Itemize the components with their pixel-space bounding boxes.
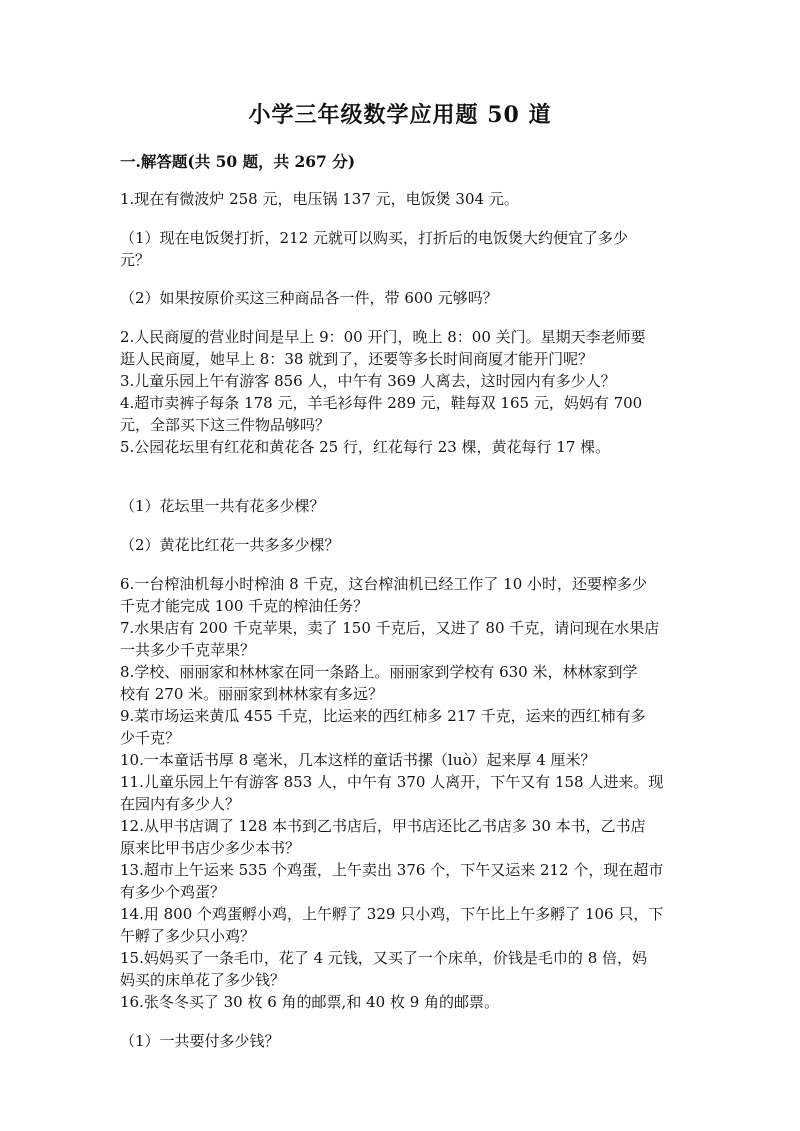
question-line: 逛人民商厦，她早上 8：38 就到了，还要等多长时间商厦才能开门呢？ <box>120 350 594 368</box>
question-line: 9.菜市场运来黄瓜 455 千克，比运来的西红柿多 217 千克，运来的西红柿有多 <box>120 707 646 725</box>
question-line: （1）花坛里一共有花多少棵？ <box>120 497 325 515</box>
page-title: 小学三年级数学应用题 50 道 <box>248 102 552 128</box>
section-heading: 一.解答题(共 50 题，共 267 分) <box>120 152 356 171</box>
question-line: 在园内有多少人？ <box>120 795 241 813</box>
question-line: 原来比甲书店少多少本书？ <box>120 839 301 857</box>
question-line: 6.一台榨油机每小时榨油 8 千克，这台榨油机已经工作了 10 小时，还要榨多少 <box>120 575 648 593</box>
question-line: 15.妈妈买了一条毛巾，花了 4 元钱，又买了一个床单，价钱是毛巾的 8 倍，妈 <box>120 949 648 967</box>
question-line: 午孵了多少只小鸡？ <box>120 927 256 945</box>
question-line: 5.公园花坛里有红花和黄花各 25 行，红花每行 23 棵，黄花每行 17 棵。 <box>120 438 611 456</box>
question-line: 16.张冬冬买了 30 枚 6 角的邮票,和 40 枚 9 角的邮票。 <box>120 993 500 1011</box>
question-line: 10.一本童话书厚 8 毫米，几本这样的童话书摞（luò）起来厚 4 厘米？ <box>120 751 596 769</box>
question-line: 元，全部买下这三件物品够吗？ <box>120 416 331 434</box>
question-line: 千克才能完成 100 千克的榨油任务？ <box>120 597 369 615</box>
question-line: 11.儿童乐园上午有游客 853 人，中午有 370 人离开，下午又有 158 人进来。现 <box>120 773 664 791</box>
question-line: 少千克？ <box>120 729 181 747</box>
question-line: 元？ <box>120 251 151 269</box>
question-line: （2）如果按原价买这三种商品各一件，带 600 元够吗？ <box>120 289 498 307</box>
question-line: （1）一共要付多少钱？ <box>120 1032 280 1050</box>
question-line: 13.超市上午运来 535 个鸡蛋，上午卖出 376 个，下午又运来 212 个，现在超市 <box>120 861 664 879</box>
question-line: 一共多少千克苹果？ <box>120 641 256 659</box>
question-line: 4.超市卖裤子每条 178 元，羊毛衫每件 289 元，鞋每双 165 元，妈妈有 700 <box>120 394 643 412</box>
question-line: 有多少个鸡蛋？ <box>120 883 226 901</box>
question-line: 2.人民商厦的营业时间是早上 9：00 开门，晚上 8：00 关门。星期天李老师要 <box>120 328 646 346</box>
question-line: 7.水果店有 200 千克苹果，卖了 150 千克后，又进了 80 千克，请问现在水果店 <box>120 619 660 637</box>
question-line: （2）黄花比红花一共多多少棵？ <box>120 536 340 554</box>
question-line: 校有 270 米。丽丽家到林林家有多远？ <box>120 685 384 703</box>
question-line: 3.儿童乐园上午有游客 856 人，中午有 369 人离去，这时园内有多少人？ <box>120 372 616 390</box>
question-line: 8.学校、丽丽家和林林家在同一条路上。丽丽家到学校有 630 米，林林家到学 <box>120 663 638 681</box>
question-line: 14.用 800 个鸡蛋孵小鸡，上午孵了 329 只小鸡，下午比上午多孵了 106 只，下 <box>120 905 664 923</box>
question-line: 12.从甲书店调了 128 本书到乙书店后，甲书店还比乙书店多 30 本书，乙书店 <box>120 817 646 835</box>
question-line: 1.现在有微波炉 258 元，电压锅 137 元，电饭煲 304 元。 <box>120 190 519 208</box>
question-line: （1）现在电饭煲打折，212 元就可以购买，打折后的电饭煲大约便宜了多少 <box>120 229 628 247</box>
question-line: 妈买的床单花了多少钱？ <box>120 971 286 989</box>
